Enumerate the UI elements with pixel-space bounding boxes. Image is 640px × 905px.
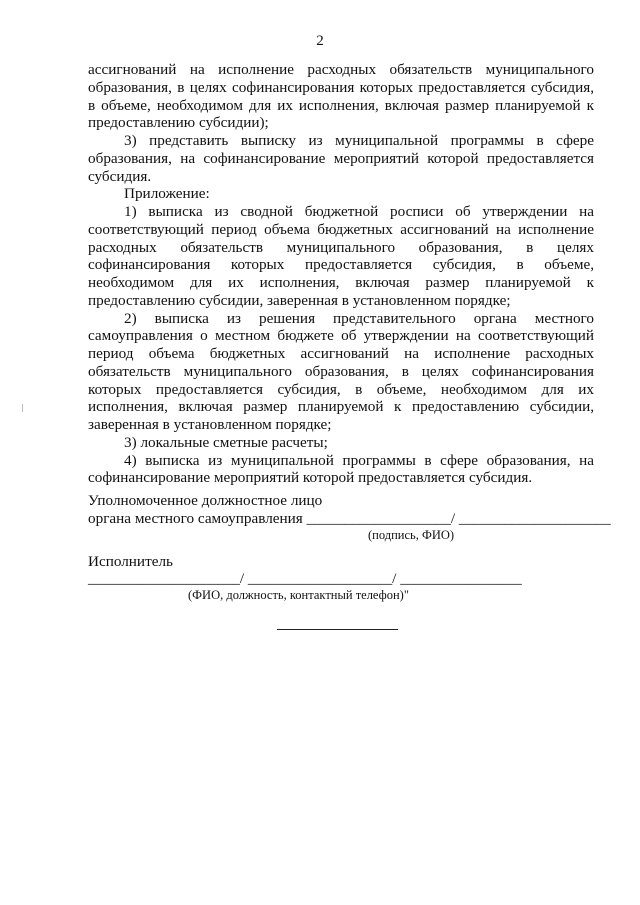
official-signature-caption: (подпись, ФИО) <box>368 527 455 542</box>
paragraph-continuation: ассигнований на исполнение расходных обязательств муниципального образования, в целях софинансирования которых предоставляется субсидия, в объеме, необходимом для их исполнения, включая размер планируемой к предоставлению субсидии); <box>88 61 594 132</box>
appendix-item-1: 1) выписка из сводной бюджетной росписи об утверждении на соответствующий период объема бюджетных ассигнований на исполнение расходных обязательств муниципального образования, в целях софинансирования которых предоставляется субсидия, в объеме, необходимом для их исполнения, включая размер планируемой к предоставлению субсидии, заверенная в установленном порядке; <box>88 203 594 309</box>
margin-mark <box>22 404 23 412</box>
signature-block <box>88 492 611 603</box>
appendix-item-3: 3) локальные сметные расчеты; <box>124 433 328 451</box>
official-title-line1: Уполномоченное должностное лицо <box>88 492 323 509</box>
end-of-document-rule <box>277 629 398 630</box>
executor-signature-line: ____________________/ ___________________/ ________________ <box>88 570 522 588</box>
appendix-item-4: 4) выписка из муниципальной программы в сфере образования, на софинансирование мероприятий которой предоставляется субсидия. <box>88 451 594 487</box>
appendix-item-2: 2) выписка из решения представительного органа местного самоуправления о местном бюджете об утверждении на соответствующий период объема бюджетных ассигнований на исполнение расходных обязательств муниципального образования, в целях софинансирования которых предоставляется субсидия, в объеме, необходимом для их исполнения, включая размер планируемой к предоставлению субсидии, заверенная в установленном порядке; <box>88 309 594 433</box>
paragraph-item-3: 3) представить выписку из муниципальной программы в сфере образования, на софинансирование мероприятий которой предоставляется субсидия. <box>88 132 594 185</box>
document-body <box>88 61 594 487</box>
official-title-line2: органа местного самоуправления ___________________/ ____________________ <box>88 509 611 527</box>
executor-signature-caption: (ФИО, должность, контактный телефон)" <box>188 588 409 602</box>
page-number: 2 <box>316 33 324 49</box>
appendix-heading: Приложение: <box>124 185 210 203</box>
executor-label: Исполнитель <box>88 552 173 570</box>
